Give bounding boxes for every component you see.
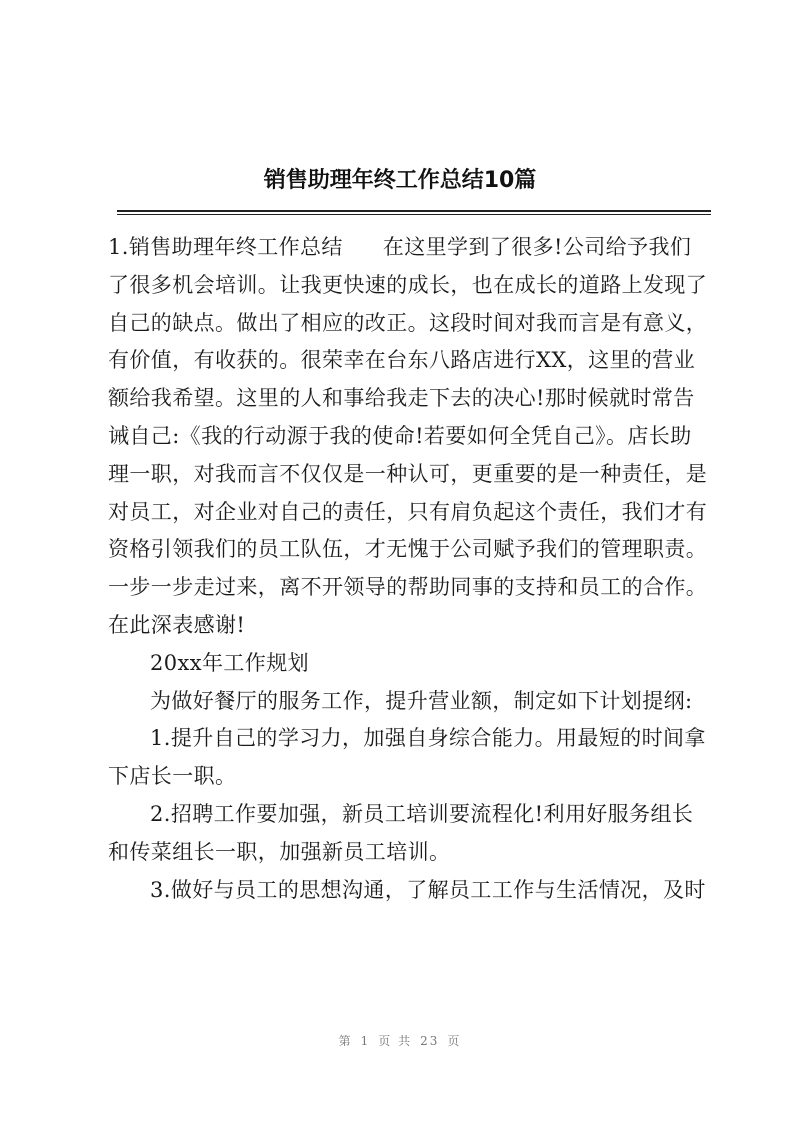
document-body [108,229,712,909]
footer-page-number: 1 [360,1034,371,1048]
title-rule-thick [117,210,711,212]
footer-prefix: 第 [338,1034,353,1048]
section-heading: 20xx年工作规划 [150,650,310,675]
page-footer [0,1032,800,1049]
plan-item-1: 1.提升自己的学习力，加强自身综合能力。用最短的时间拿下店长一职。 [108,726,706,789]
intro-paragraph [108,229,712,645]
intro-text: 在这里学到了很多!公司给予我们了很多机会培训。让我更快速的成长，也在成长的道路上发现了自己的缺点。做出了相应的改正。这段时间对我而言是有意义，有价值，有收获的。很荣幸在台东八路店进行XX，这里的营业额给我希望。这里的人和事给我走下去的决心!那时候就时常告诫自己:《我的行动源于我的使命!若要如何全凭自己》。店长助理一职，对我而言不仅仅是一种认可，更重要的是一种责任，是对员工，对企业对自己的责任，只有肩负起这个责任，我们才有资格引领我们的员工队伍，才无愧于公司赋予我们的管理职责。一步一步走过来，离不开领导的帮助同事的支持和员工的合作。在此深表感谢! [108,235,708,637]
intro-label: 1.销售助理年终工作总结 [108,235,343,259]
footer-middle: 页 共 [378,1034,413,1048]
plan-item-3: 3.做好与员工的思想沟通，了解员工工作与生活情况，及时 [150,877,706,902]
footer-suffix: 页 [447,1034,462,1048]
title-rule-thin [117,214,711,215]
plan-intro: 为做好餐厅的服务工作，提升营业额，制定如下计划提纲: [150,688,693,713]
plan-item-2: 2.招聘工作要加强，新员工培训要流程化!利用好服务组长和传菜组长一职，加强新员工培训。 [108,801,694,864]
footer-total-pages: 23 [420,1034,440,1048]
document-title: 销售助理年终工作总结10篇 [263,168,537,193]
